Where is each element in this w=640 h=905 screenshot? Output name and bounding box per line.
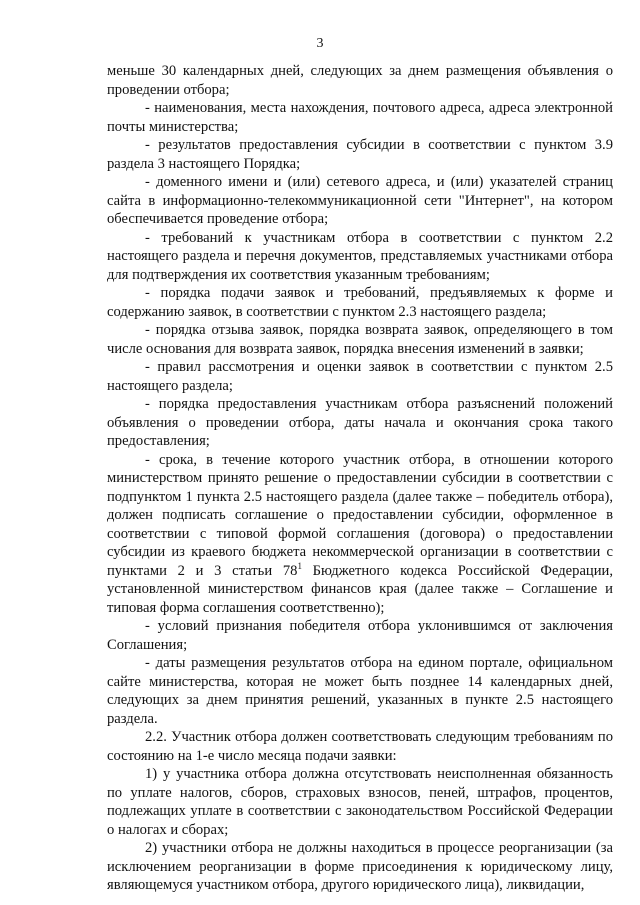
list-item-review-rules: - правил рассмотрения и оценки заявок в соответствии с пунктом 2.5 настоящего раздела; <box>107 359 613 394</box>
section-2-2: 2.2. Участник отбора должен соответствовать следующим требованиям по состоянию на 1-е число месяца подачи заявки: <box>107 729 613 764</box>
list-item-names: - наименования, места нахождения, почтового адреса, адреса электронной почты министерства; <box>107 100 613 135</box>
list-item-evasion: - условий признания победителя отбора уклонившимся от заключения Соглашения; <box>107 618 613 653</box>
list-item-term-text: - срока, в течение которого участник отбора, в отношении которого министерством принято решение о предоставлении субсидии в соответствии с подпунктом 1 пункта 2.5 настоящего раздела (далее также – победитель отбора), должен подписать соглашение о предоставлении субсидии, оформленное в соответствии с типовой формой соглашения (договора) о предоставлении субсидии из краевого бюджета некоммерческой организации в соответствии с пунктами 2 и 3 статьи 78 <box>107 451 613 579</box>
list-item-term <box>107 451 613 618</box>
document-body <box>107 62 613 895</box>
list-item-requirements: - требований к участникам отбора в соответствии с пунктом 2.2 настоящего раздела и перечня документов, представляемых участниками отбора для подтверждения их соответствия указанным требованиям; <box>107 229 613 283</box>
list-item-results: - результатов предоставления субсидии в соответствии с пунктом 3.9 раздела 3 настоящего Порядка; <box>107 137 613 172</box>
requirement-1: 1) у участника отбора должна отсутствовать неисполненная обязанность по уплате налогов, сборов, страховых взносов, пеней, штрафов, процентов, подлежащих уплате в соответствии с законодательством Российской Федерации о налогах и сборах; <box>107 766 613 838</box>
list-item-domain: - доменного имени и (или) сетевого адреса, и (или) указателей страниц сайта в информационно-телекоммуникационной сети "Интернет", на котором обеспечивается проведение отбора; <box>107 174 613 227</box>
list-item-withdrawal: - порядка отзыва заявок, порядка возврата заявок, определяющего в том числе основания для возврата заявок, порядка внесения изменений в заявки; <box>107 322 613 357</box>
page-number: 3 <box>316 36 324 51</box>
list-item-term-text-end: Бюджетного кодекса Российской Федерации, установленной министерством финансов края (далее также – Соглашение и типовая форма соглашения соответственно); <box>107 562 614 616</box>
requirement-2: 2) участники отбора не должны находиться в процессе реорганизации (за исключением реорганизации в форме присоединения к юридическому лицу, являющемуся участником отбора, другого юридического лица), ликвидации, <box>107 840 613 893</box>
paragraph-continuation: меньше 30 календарных дней, следующих за днем размещения объявления о проведении отбора; <box>107 63 613 98</box>
list-item-submission: - порядка подачи заявок и требований, предъявляемых к форме и содержанию заявок, в соответствии с пунктом 2.3 настоящего раздела; <box>107 285 613 320</box>
list-item-clarifications: - порядка предоставления участникам отбора разъяснений положений объявления о проведении отбора, даты начала и окончания срока такого предоставления; <box>107 396 613 449</box>
superscript: 1 <box>297 560 302 571</box>
list-item-publication: - даты размещения результатов отбора на едином портале, официальном сайте министерства, которая не может быть позднее 14 календарных дней, следующих за днем принятия решений, указанных в пункте 2.5 настоящего раздела. <box>107 655 613 727</box>
